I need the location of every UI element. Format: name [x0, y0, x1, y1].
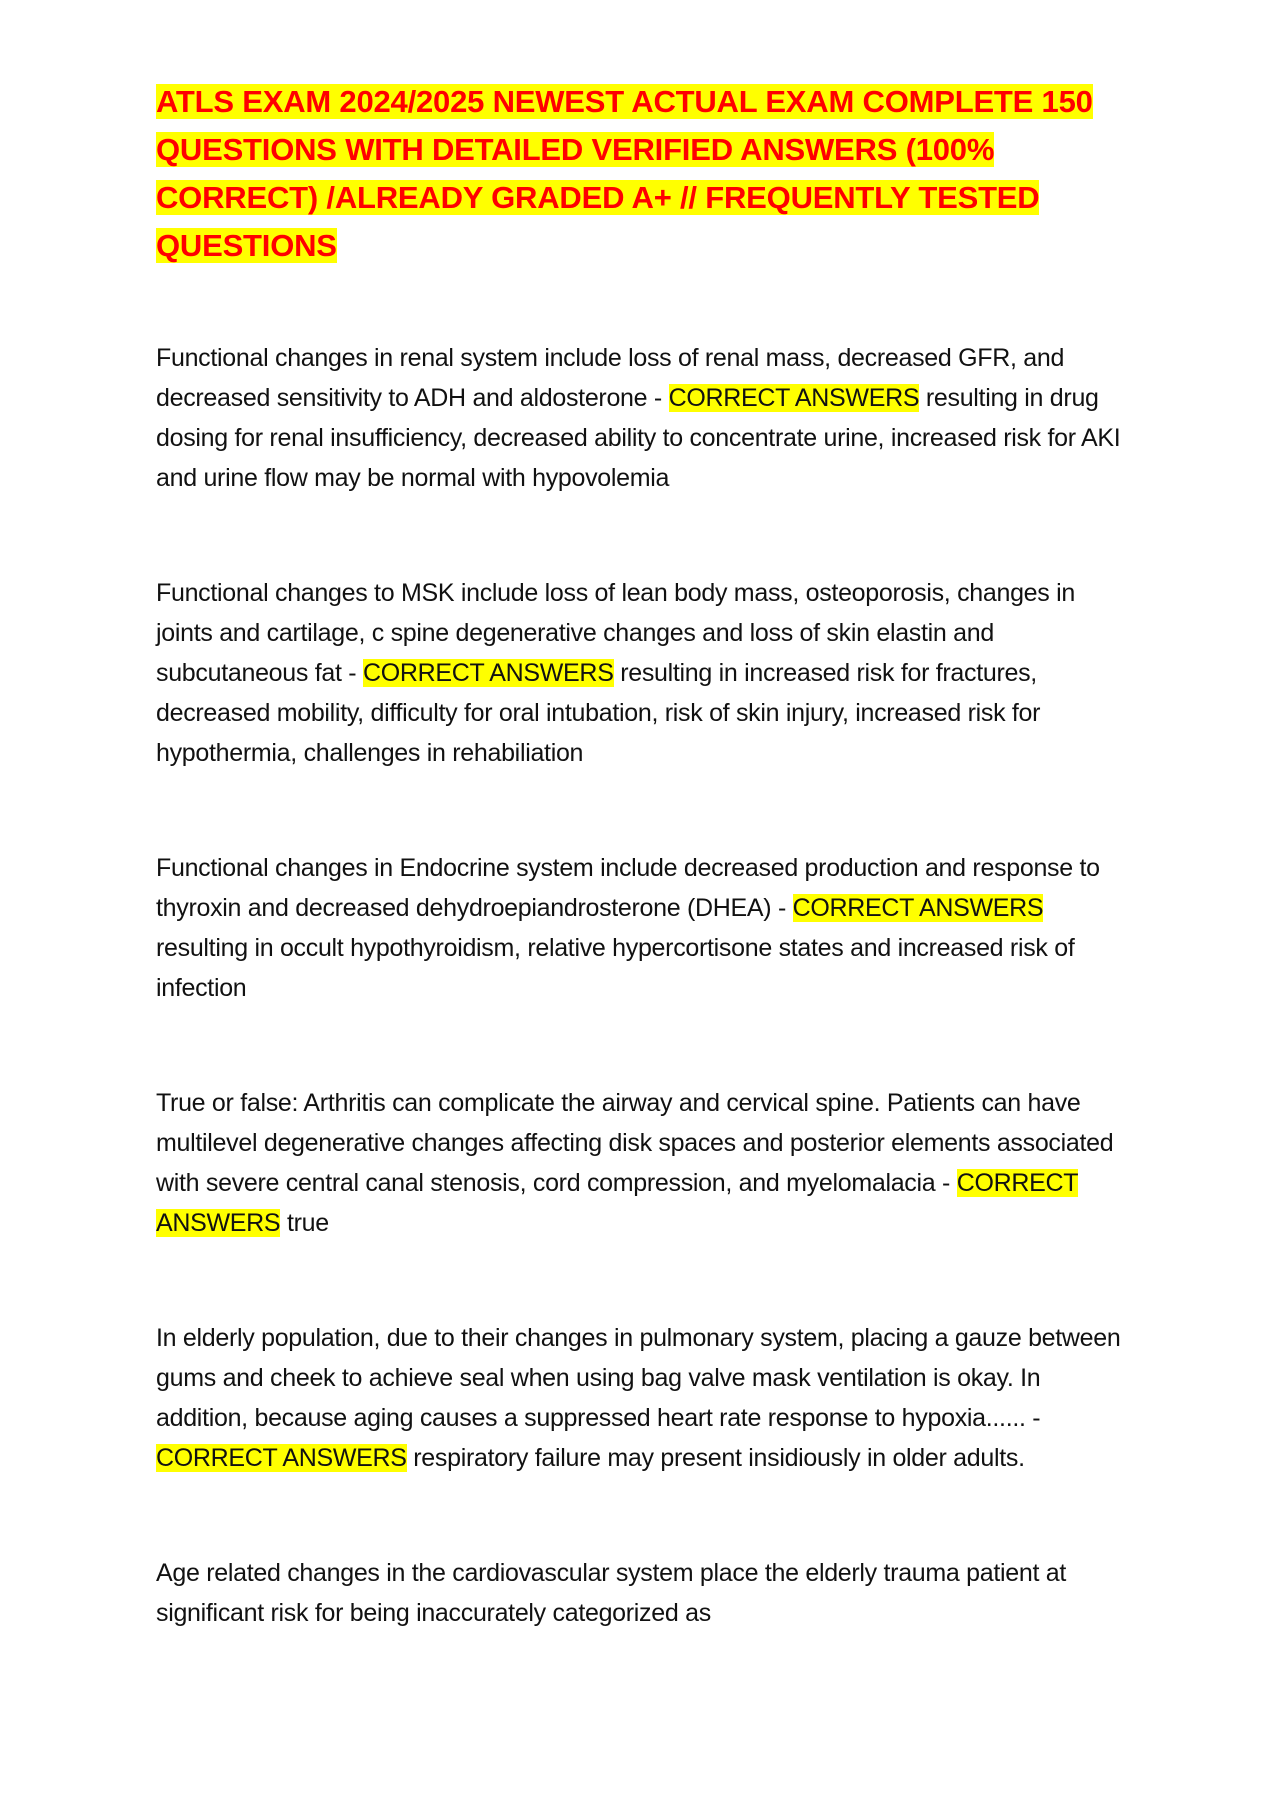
question-text: Functional changes to MSK include loss of lean body mass, osteoporosis, changes in joints and cartilage, c spine degenerative changes and loss of skin elastin and subcutaneous fat - [156, 579, 1075, 687]
answer-label: CORRECT ANSWERS [362, 659, 614, 687]
question-text: In elderly population, due to their changes in pulmonary system, placing a gauze between gums and cheek to achieve seal when using bag valve mask ventilation is okay. In addition, because aging causes a suppressed heart rate response to hypoxia...... - [156, 1324, 1121, 1432]
question-text: Age related changes in the cardiovascular system place the elderly trauma patient at significant risk for being inaccurately categorized as [156, 1559, 1067, 1627]
document-title [156, 78, 1136, 270]
qa-item [156, 848, 1136, 1008]
document-body [156, 78, 1136, 1633]
question-text: Functional changes in renal system include loss of renal mass, decreased GFR, and decreased sensitivity to ADH and aldosterone - [156, 344, 1065, 412]
answer-label: CORRECT ANSWERS [792, 894, 1044, 922]
qa-item [156, 338, 1136, 498]
qa-item [156, 1553, 1136, 1633]
answer-text: true [280, 1209, 329, 1237]
answer-text: respiratory failure may present insidiously in older adults. [406, 1444, 1025, 1472]
question-text: True or false: Arthritis can complicate the airway and cervical spine. Patients can have multilevel degenerative changes affecting disk spaces and posterior elements associated with severe central canal stenosis, cord compression, and myelomalacia - [156, 1089, 1114, 1197]
question-text: Functional changes in Endocrine system include decreased production and response to thyroxin and decreased dehydroepiandrosterone (DHEA) - [156, 854, 1100, 922]
answer-label: CORRECT ANSWERS [156, 1444, 407, 1472]
answer-text: resulting in increased risk for fractures, decreased mobility, difficulty for oral intubation, risk of skin injury, increased risk for hypothermia, challenges in rehabiliation [156, 659, 1041, 767]
answer-label: CORRECT ANSWERS [668, 384, 920, 412]
answer-label: CORRECT ANSWERS [156, 1169, 1079, 1237]
answer-text: resulting in occult hypothyroidism, relative hypercortisone states and increased risk of infection [156, 934, 1075, 1002]
qa-item [156, 1318, 1136, 1478]
qa-item [156, 1083, 1136, 1243]
answer-text: resulting in drug dosing for renal insufficiency, decreased ability to concentrate urine, increased risk for AKI and urine flow may be normal with hypovolemia [156, 384, 1121, 492]
qa-item [156, 573, 1136, 773]
title-highlight: ATLS EXAM 2024/2025 NEWEST ACTUAL EXAM COMPLETE 150 QUESTIONS WITH DETAILED VERIFIED ANSWERS (100% CORRECT) /ALREADY GRADED A+ // FREQUENTLY TESTED QUESTIONS [156, 84, 1093, 263]
